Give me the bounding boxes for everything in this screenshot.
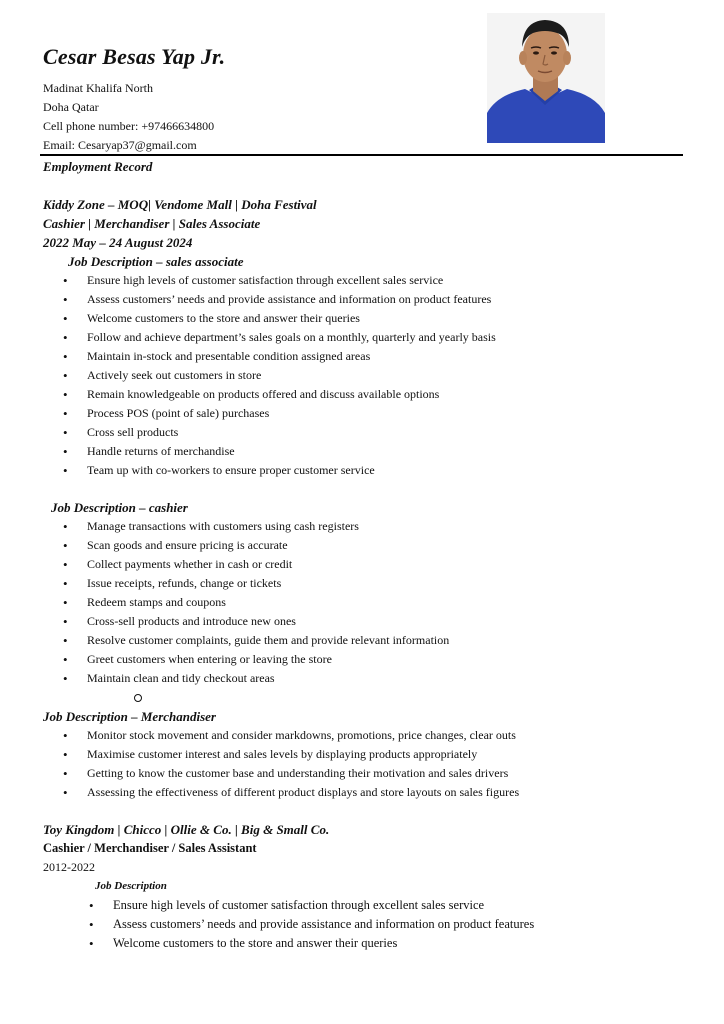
list-item: • Actively seek out customers in store [43, 366, 683, 385]
job1-merch-list [43, 726, 683, 802]
resume-content [43, 157, 683, 953]
list-item: • Remain knowledgeable on products offered and discuss available options [43, 385, 683, 404]
contact-block [43, 79, 214, 155]
job1-role: Cashier | Merchandiser | Sales Associate [43, 216, 261, 231]
list-item: • Resolve customer complaints, guide them and provide relevant information [43, 631, 683, 650]
list-item: • Greet customers when entering or leaving the store [43, 650, 683, 669]
list-item: • Ensure high levels of customer satisfaction through excellent sales service [43, 896, 683, 915]
list-item: • Process POS (point of sale) purchases [43, 404, 683, 423]
address-line-1: Madinat Khalifa North [43, 81, 153, 95]
list-item: • Collect payments whether in cash or credit [43, 555, 683, 574]
email-address: Email: Cesaryap37@gmail.com [43, 138, 197, 152]
list-item: • Team up with co-workers to ensure proper customer service [43, 461, 683, 480]
list-item: • Maximise customer interest and sales levels by displaying products appropriately [43, 745, 683, 764]
list-item: • Assess customers’ needs and provide assistance and information on product features [43, 290, 683, 309]
list-item: • Monitor stock movement and consider markdowns, promotions, price changes, clear outs [43, 726, 683, 745]
header-divider [40, 154, 683, 156]
list-item: • Welcome customers to the store and answer their queries [43, 934, 683, 953]
job2-role: Cashier / Merchandiser / Sales Assistant [43, 841, 257, 855]
profile-photo [487, 13, 605, 143]
list-item: • Redeem stamps and coupons [43, 593, 683, 612]
list-item: • Cross sell products [43, 423, 683, 442]
list-item: • Cross-sell products and introduce new ones [43, 612, 683, 631]
job1-company: Kiddy Zone – MOQ| Vendome Mall | Doha Festival [43, 197, 317, 212]
list-item: • Follow and achieve department’s sales goals on a monthly, quarterly and yearly basis [43, 328, 683, 347]
list-item: • Maintain in-stock and presentable condition assigned areas [43, 347, 683, 366]
circle-bullet-icon [134, 694, 142, 702]
job1-merch-heading: Job Description – Merchandiser [43, 709, 216, 724]
employment-record-heading: Employment Record [43, 159, 153, 174]
list-item: • Manage transactions with customers using cash registers [43, 517, 683, 536]
job1-sales-heading: Job Description – sales associate [68, 254, 244, 269]
job2-dates: 2012-2022 [43, 860, 95, 874]
job1-cashier-list [43, 517, 683, 688]
list-item: • Maintain clean and tidy checkout areas [43, 669, 683, 688]
list-item: • Issue receipts, refunds, change or tickets [43, 574, 683, 593]
job1-dates: 2022 May – 24 August 2024 [43, 235, 193, 250]
address-line-2: Doha Qatar [43, 100, 99, 114]
job1-sales-list [43, 271, 683, 480]
list-item: • Handle returns of merchandise [43, 442, 683, 461]
list-item: • Getting to know the customer base and understanding their motivation and sales drivers [43, 764, 683, 783]
empty-sub-bullet [43, 688, 683, 707]
candidate-name: Cesar Besas Yap Jr. [43, 44, 226, 69]
list-item: • Scan goods and ensure pricing is accurate [43, 536, 683, 555]
profile-photo-illustration [487, 13, 605, 143]
job2-company: Toy Kingdom | Chicco | Ollie & Co. | Big & Small Co. [43, 822, 330, 837]
list-item: • Assess customers’ needs and provide assistance and information on product features [43, 915, 683, 934]
phone-number: Cell phone number: +97466634800 [43, 119, 215, 133]
job2-heading: Job Description [95, 880, 167, 892]
job2-list [43, 896, 683, 953]
job1-cashier-heading: Job Description – cashier [51, 500, 188, 515]
list-item: • Ensure high levels of customer satisfaction through excellent sales service [43, 271, 683, 290]
list-item: • Welcome customers to the store and answer their queries [43, 309, 683, 328]
list-item: • Assessing the effectiveness of different product displays and store layouts on sales figures [43, 783, 683, 802]
